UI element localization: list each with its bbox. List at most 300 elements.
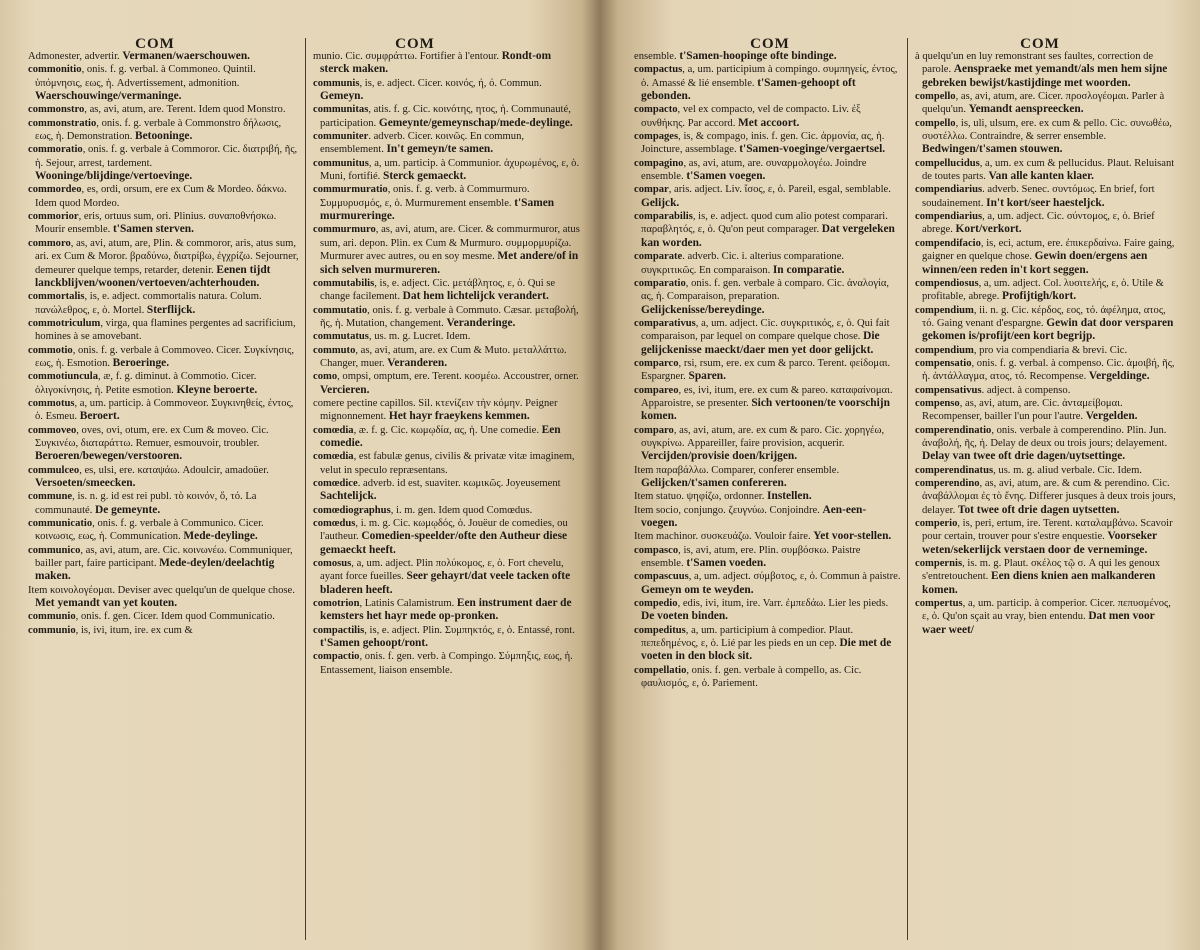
entry-definition: , ompsi, omptum, ere. Terent. κοσμέω. Accoustrer, orner. — [337, 371, 579, 383]
entry-headword: compendifacio — [915, 237, 981, 249]
entry-headword: communico — [28, 544, 81, 556]
entry-dutch-translation: Een comedie. — [320, 423, 561, 449]
entry-dutch-translation: Kleyne beroerte. — [176, 383, 258, 396]
entry-headword: commotriculum — [28, 317, 101, 329]
entry-definition: , Latinis Calamistrum. — [359, 598, 455, 610]
entry-definition: à quelqu'un en luy remonstrant ses faultes, correction de parole. — [915, 51, 1154, 76]
dictionary-entry — [313, 344, 580, 371]
entry-dutch-translation: Het hayr fraeykens kemmen. — [388, 410, 530, 423]
dictionary-entry — [634, 624, 901, 664]
entry-definition: , is, uli, ulsum, ere. ex cum & pello. Cic. συνωθέω, συστέλλω. Contraindre, & serrer ensemble. — [922, 117, 1172, 143]
dictionary-entry — [915, 210, 1178, 237]
entry-definition: , onis. verbale à comperendino. Plin. Jun. ἀναβολή, ῆς, ἡ. Delay de deux ou trois jours; delayement. — [922, 424, 1168, 449]
entry-headword: commurmuro — [313, 224, 376, 236]
entry-dutch-translation: Die gelijckenisse maeckt/daer men yet door gelijckt. — [641, 330, 880, 356]
entry-dutch-translation: In't kort/seer haesteljck. — [986, 196, 1105, 209]
entry-definition: , onis. f. gen. Cicer. Idem quod Communicatio. — [75, 611, 275, 623]
entry-dutch-translation: Een diens knien aen malkanderen komen. — [922, 570, 1156, 596]
dictionary-entry — [313, 597, 580, 624]
entry-dutch-translation: Vercijden/provisie doen/krijgen. — [641, 450, 798, 463]
entry-definition: , es, ordi, orsum, ere ex Cum & Mordeo. δάκνω. Idem quod Mordeo. — [35, 184, 287, 209]
entry-headword: comœdia — [313, 451, 354, 463]
dictionary-entry — [28, 517, 299, 544]
dictionary-entry — [313, 50, 580, 77]
dictionary-entry — [634, 530, 901, 543]
entry-headword: compacto — [634, 104, 678, 116]
dictionary-entry — [915, 397, 1178, 424]
entry-definition: ensemble. — [634, 51, 677, 62]
entry-definition: , i. m. gen. Idem quod Comœdus. — [390, 504, 533, 516]
entry-dutch-translation: Gemeyn. — [320, 90, 364, 103]
entry-headword: commoratio — [28, 144, 83, 156]
entry-headword: comosus — [313, 558, 352, 570]
entry-headword: comotrion — [313, 598, 360, 610]
entry-definition: , a, um. particip. à Commoveor. Συγκινηθείς, έντος, ὁ. Esmeu. — [35, 397, 294, 423]
dictionary-entry — [634, 664, 901, 691]
entry-headword: communitas — [313, 104, 369, 116]
dictionary-entry — [28, 290, 299, 317]
entry-definition: . adverb. Cicer. κοινῶς. En commun, ensemblement. — [320, 131, 525, 156]
entry-definition: , onis. f. g. verbale à Commonstro δήλωσις, εως, ἡ. Demonstration. — [35, 117, 282, 143]
entry-headword: commoro — [28, 237, 71, 249]
dictionary-entry — [634, 597, 901, 624]
dictionary-entry — [28, 397, 299, 424]
entry-definition: , vel ex compacto, vel de compacto. Liv. ἐξ συνθήκης. Par accord. — [641, 104, 861, 129]
entry-definition: , is, e. adject. Plin. Συμπηκτός, ε, ὁ. Entassé, ront. — [364, 624, 575, 636]
dictionary-entry — [313, 77, 580, 104]
dictionary-entry — [313, 304, 580, 331]
dictionary-entry — [634, 357, 901, 384]
dictionary-entry — [28, 610, 299, 623]
entry-dutch-translation: Beroert. — [79, 410, 120, 423]
dictionary-entry — [634, 250, 901, 277]
dictionary-entry — [313, 157, 580, 184]
entry-definition: , us. m. g. aliud verbale. Cic. Idem. — [993, 464, 1142, 476]
dictionary-entry — [634, 103, 901, 130]
dictionary-entry — [634, 157, 901, 184]
dictionary-entry — [915, 157, 1178, 184]
entry-dutch-translation: Een instrument daer de kemsters het hayr mede op-pronken. — [320, 597, 572, 623]
dictionary-entry — [313, 557, 580, 597]
entry-headword: commorior — [28, 211, 79, 223]
entry-definition: , a, um. ex cum & pellucidus. Plaut. Reluisant de toutes parts. — [922, 157, 1175, 183]
entry-definition: , a, um. particip. à comperior. Cicer. πεπυσμένος, ε, ὁ. Qu'on sçait au vray, bien entendu. — [922, 598, 1171, 623]
dictionary-entry — [313, 183, 580, 223]
entry-headword: commonstratio — [28, 117, 97, 129]
left-page-column-2 — [305, 38, 586, 940]
entry-dutch-translation: Met yemandt van yet kouten. — [35, 597, 178, 610]
dictionary-entry — [313, 130, 580, 157]
dictionary-entry — [634, 570, 901, 597]
entry-definition: , a, um. adject. Plin πολύκομος, ε, ὁ. Fort chevelu, ayant force fueilles. — [320, 558, 564, 583]
dictionary-entry — [313, 397, 580, 424]
dictionary-entry — [915, 424, 1178, 464]
dictionary-entry — [915, 304, 1178, 344]
dictionary-entry — [28, 317, 299, 344]
entry-headword: compactus — [634, 64, 683, 76]
dictionary-entry — [634, 504, 901, 531]
entry-dutch-translation: Rondt-om sterck maken. — [320, 50, 552, 76]
entry-headword: compenso — [915, 397, 960, 409]
entry-headword: commoveo — [28, 424, 77, 436]
dictionary-entry — [634, 384, 901, 424]
entry-headword: compello — [915, 117, 956, 129]
dictionary-entry — [313, 223, 580, 276]
entry-headword: communicatio — [28, 518, 93, 530]
entry-dutch-translation: Met accoort. — [738, 116, 800, 129]
entry-headword: compendiarius — [915, 184, 983, 196]
entry-headword: communiter — [313, 131, 369, 143]
entry-dutch-translation: Die met de voeten in den block sit. — [641, 637, 892, 663]
entry-dutch-translation: t'Samen-gehoopt oft gebonden. — [641, 76, 856, 103]
entry-headword: comperendinatio — [915, 424, 992, 436]
entry-dutch-translation: Voorseker weten/sekerlijck verstaen door de verneminge. — [922, 530, 1157, 556]
entry-headword: commotio — [28, 344, 73, 356]
left-page-columns — [24, 38, 586, 940]
entry-headword: commortalis — [28, 291, 85, 303]
entry-headword: commordeo — [28, 184, 82, 196]
dictionary-entry — [634, 183, 901, 210]
entry-headword: comparo — [634, 424, 674, 436]
entry-dutch-translation: Sich vertoonen/te voorschijn komen. — [641, 396, 890, 423]
entry-headword: compactilis — [313, 624, 365, 636]
entry-definition: , as, avi, atum, are. Cicer. & commurmuror, atus sum, ari. depon. Plin. ex Cum & Murmuro. συμμορμυρίζω. Murmurer avec autres, ou en soy mesme. — [320, 224, 580, 263]
dictionary-entry — [313, 450, 580, 477]
entry-definition: , is, e. adject. quod cum alio potest comparari. παραβλητός, ε, ὁ. Qu'on peut comparager. — [641, 211, 888, 236]
entry-dutch-translation: Gewin dat door versparen gekomen is/profijt/een kort begrijp. — [922, 316, 1174, 343]
entry-definition: , onis. f. g. verbale à Commuto. Cæsar. μεταβολή, ῆς, ἡ. Mutation, changement. — [320, 304, 579, 329]
entry-dutch-translation: Waerschouwinge/vermaninge. — [35, 90, 182, 103]
entry-dutch-translation: Delay van twee oft drie dagen/uytsettinge. — [922, 450, 1126, 463]
entry-definition: , us. m. g. Lucret. Idem. — [368, 331, 471, 343]
right-page-column-2 — [907, 38, 1184, 940]
entry-definition: , rsi, rsum, ere. ex cum & parco. Terent. φείδομαι. Espargner. — [641, 357, 891, 383]
entry-definition: , as, avi, atum, are. Cicer. προσλογέομαι. Parler à quelqu'un. — [922, 91, 1165, 116]
entry-dutch-translation: Eenen tijdt lanckblijven/woonen/vertoeven/achterhouden. — [35, 263, 271, 289]
dictionary-entry — [915, 117, 1178, 157]
entry-dutch-translation: Versoeten/smeecken. — [35, 477, 136, 489]
entry-definition: , as, avi, atum, are. Terent. Idem quod Monstro. — [84, 104, 286, 116]
entry-headword: commonstro — [28, 104, 85, 116]
entry-definition: , es, ivi, itum, ere. ex cum & pareo. καταφαίνομαι. Apparoistre, se presenter. — [641, 384, 893, 409]
entry-definition: , a, um. particip. à Communior. ἀχυρωμένος, ε, ὁ. Muni, fortifié. — [320, 157, 580, 183]
entry-dutch-translation: Dat men voor waer weet/ — [922, 610, 1155, 636]
entry-dutch-translation: Sterck gemaeckt. — [382, 170, 467, 183]
entry-definition: , est fabulæ genus, civilis & privatæ vitæ imaginem, velut in speculo repræsentans. — [320, 451, 575, 476]
entry-dutch-translation: Bedwingen/t'samen stouwen. — [922, 143, 1063, 156]
dictionary-entry — [634, 544, 901, 571]
entry-dutch-translation: In comparatie. — [772, 263, 845, 276]
entry-definition: , onis. f. g. verb. à Commurmuro. Συμμυρυσμός, ε, ὁ. Murmurement ensemble. — [320, 184, 530, 209]
dictionary-entry — [313, 504, 580, 517]
entry-definition: . adverb. Cic. i. alterius comparatione. συγκριτικῶς. En comparaison. — [641, 251, 845, 276]
entry-headword: comœdus — [313, 518, 356, 530]
entry-definition: , onis. f. g. verbal. à Commoneo. Quintil. ὑπόμνησις, εως, ἡ. Advertissement, admonition. — [35, 64, 256, 89]
entry-headword: commurmuratio — [313, 184, 388, 196]
entry-definition: , onis. f. gen. verbale à comparo. Cic. ἀναλογία, ας, ἡ. Comparaison, preparation. — [641, 277, 890, 303]
entry-headword: commuto — [313, 344, 356, 356]
entry-definition: Item παραβάλλω. Comparer, conferer ensemble. — [634, 464, 840, 476]
entry-dutch-translation: Beroeren/bewegen/verstooren. — [35, 450, 183, 463]
entry-headword: commotus — [28, 397, 75, 409]
entry-definition: , edis, ivi, itum, ire. Varr. ἐμπεδάω. Lier les pieds. — [677, 598, 889, 610]
dictionary-entry — [915, 183, 1178, 210]
entry-dutch-translation: Veranderinge. — [446, 316, 516, 329]
entry-dutch-translation: Sterflijck. — [146, 303, 196, 316]
entry-headword: commonitio — [28, 64, 82, 76]
entry-dutch-translation: t'Samen murmureringe. — [320, 196, 555, 223]
entry-dutch-translation: Vergeldinge. — [1088, 370, 1150, 383]
dictionary-entry — [915, 90, 1178, 117]
entry-dutch-translation: t'Samen-voeginge/vergaertsel. — [739, 143, 886, 156]
entry-headword: compareo — [634, 384, 679, 396]
dictionary-entry — [28, 584, 299, 611]
dictionary-entry — [634, 130, 901, 157]
entry-definition: , onis. f. g. verbal. à compenso. Cic. ἀμοιβή, ῆς, ἡ. ἀντάλλαγμα, ατος, τό. Recompense. — [922, 357, 1175, 383]
entry-definition: , onis. f. g. verbale à Communico. Cicer. κοινωσις, εως, ἡ. Communication. — [35, 518, 264, 543]
entry-definition: Item κοινολογέομαι. Deviser avec quelqu'un de quelque chose. — [28, 584, 295, 596]
entry-dutch-translation: t'Samen voeden. — [686, 557, 767, 570]
entry-definition: , as, avi, atum, are. Cic. ἀνταμείβομαι. Recompenser, bailler l'un pour l'autre. — [922, 397, 1123, 423]
dictionary-entry — [634, 277, 901, 317]
entry-definition: , as, avi, atum, are. συναρμολογέω. Joindre ensemble. — [641, 157, 867, 183]
entry-dutch-translation: Vergelden. — [1085, 410, 1138, 423]
dictionary-entry — [28, 464, 299, 491]
entry-definition: , is, e. adject. Cic. μετάβλητος, ε, ὁ. Qui se change facilement. — [320, 277, 556, 303]
dictionary-entry — [28, 210, 299, 237]
entry-dutch-translation: Profijtigh/kort. — [1002, 290, 1077, 303]
dictionary-entry — [634, 210, 901, 250]
entry-headword: communis — [313, 77, 360, 89]
entry-definition: , is, ivi, itum, ire. ex cum & — [75, 624, 193, 636]
entry-dutch-translation: Gewin doen/ergens aen winnen/een reden in't kort seggen. — [922, 250, 1148, 276]
entry-definition: , onis. f. gen. verbale à compello, as. Cic. φαυλισμός, ε, ὁ. Pariement. — [641, 664, 862, 690]
entry-dutch-translation: Vermanen/waerschouwen. — [122, 50, 251, 62]
entry-definition: , is, & compago, inis. f. gen. Cic. ἁρμονία, ας, ἡ. Joincture, assemblage. — [641, 131, 885, 156]
entry-definition: . adverb. Senec. συντόμως. En brief, fort soudainement. — [922, 184, 1155, 209]
entry-definition: , as, avi, atum, are. Cic. κοινωνέω. Communiquer, bailler part, faire participant. — [35, 544, 293, 570]
entry-headword: compellucidus — [915, 157, 980, 169]
entry-dutch-translation: t'Samen sterven. — [112, 223, 194, 236]
entry-headword: comparate — [634, 251, 683, 263]
running-head-left-col1: COM — [135, 36, 175, 52]
entry-dutch-translation: Vercieren. — [320, 383, 370, 396]
entry-headword: compasco — [634, 544, 679, 556]
entry-dutch-translation: Seer gehayrt/dat veele tacken ofte bladeren heeft. — [320, 570, 571, 596]
dictionary-entry — [915, 50, 1178, 90]
dictionary-entry — [313, 103, 580, 130]
entry-headword: comparatio — [634, 277, 686, 289]
entry-headword: compar — [634, 184, 669, 196]
entry-headword: comperio — [915, 518, 958, 530]
entry-headword: compedio — [634, 598, 678, 610]
dictionary-entry — [28, 183, 299, 210]
entry-dutch-translation: Comedien-speelder/ofte den Autheur diese gemaeckt heeft. — [320, 530, 568, 556]
entry-definition: Item statuo. ψηφίζω, ordonner. — [634, 491, 765, 503]
entry-dutch-translation: Betooninge. — [135, 130, 193, 143]
entry-dutch-translation: De gemeynte. — [95, 503, 161, 516]
entry-definition: , a, um. participium à compedior. Plaut. πεπεδημένος, ε, ὁ. Lié par les pieds en un cep. — [641, 624, 854, 650]
entry-definition: , onis. f. gen. verb. à Compingo. Σύμπηξις, εως, ἡ. Entassement, liaison ensemble. — [320, 651, 573, 676]
dictionary-entry — [915, 357, 1178, 384]
entry-definition: , a, um. adject. Cic. σύντομος, ε, ὁ. Brief abrege. — [922, 211, 1155, 236]
entry-definition: , i. m. g. Cic. κωμῳδός, ὁ. Jouëur de comedies, ou l'autheur. — [320, 518, 568, 543]
dictionary-entry — [313, 477, 580, 504]
entry-definition: , is. m. g. Plaut. σκέλος τῷ σ. A qui les genoux s'entretouchent. — [922, 558, 1161, 583]
entry-definition: , onis. f. g. verbale à Commoror. Cic. διατριβή, ῆς, ἡ. Sejour, arrest, tardement. — [35, 144, 298, 169]
entry-headword: communio — [28, 611, 76, 623]
entry-dutch-translation: Gelijcken/t'samen confereren. — [641, 477, 787, 489]
right-page-column-1 — [630, 38, 907, 940]
entry-headword: compensativus — [915, 384, 982, 396]
entry-definition: Item socio, conjungo. ζευγνύω. Conjoindre. — [634, 504, 820, 516]
dictionary-entry — [28, 544, 299, 584]
dictionary-entry — [313, 517, 580, 557]
dictionary-entry — [28, 370, 299, 397]
entry-definition: , æ. f. g. Cic. κωμῳδία, ας, ἡ. Une comedie. — [353, 424, 539, 436]
entry-definition: , oves, ovi, otum, ere. ex Cum & moveo. Cic. Συγκινέω, διαταράττω. Remuer, esmouvoir, troubler. — [35, 424, 269, 449]
entry-definition: , es, ulsi, ere. καταψάω. Adoulcir, amadoüer. — [79, 464, 269, 476]
entry-headword: compendium — [915, 344, 974, 356]
entry-definition: , ii. n. g. Cic. κέρδος, εος, τό. ἀφέλημα, ατος, τό. Gaing venant d'espargne. — [922, 304, 1166, 329]
entry-dutch-translation: Aenspraeke met yemandt/als men hem sijne gebreken bewijst/kastijdinge met woorden. — [922, 63, 1168, 89]
entry-headword: como — [313, 371, 338, 383]
entry-dutch-translation: Dat hem lichtelijck verandert. — [402, 290, 549, 303]
entry-headword: comparco — [634, 357, 679, 369]
entry-definition: , is, eci, actum, ere. ἐπικερδαίνω. Faire gaing, gaigner en quelque chose. — [922, 237, 1175, 263]
entry-headword: communio — [28, 624, 76, 636]
entry-dutch-translation: Kort/verkort. — [955, 223, 1022, 236]
entry-dutch-translation: De voeten binden. — [641, 610, 729, 623]
entry-definition: , a, um. participium à compingo. συμπηγείς, έντος, ὁ. Amassé & lié ensemble. — [641, 64, 898, 89]
entry-definition: , onis. f. g. verbale à Commoveo. Cicer. Συγκίνησις, εως, ἡ. Esmotion. — [35, 344, 294, 369]
dictionary-entry — [634, 424, 901, 464]
entry-definition: , is, peri, ertum, ire. Terent. καταλαμβάνω. Scavoir pour certain, trouver pour s'estre enquestie. — [922, 518, 1173, 543]
entry-headword: comperendinatus — [915, 464, 994, 476]
dictionary-entry — [313, 624, 580, 651]
running-head-right-col2: COM — [1020, 36, 1060, 52]
entry-dutch-translation: Met andere/of in sich selven murmureren. — [320, 250, 579, 276]
dictionary-entry — [915, 237, 1178, 277]
dictionary-entry — [28, 103, 299, 116]
entry-headword: compascuus — [634, 571, 689, 583]
entry-headword: comperendino — [915, 478, 980, 489]
entry-definition: comere pectine capillos. Sil. κτενίζειν τὴν κόμην. Peigner mignonnement. — [313, 397, 558, 423]
entry-headword: comparabilis — [634, 211, 693, 223]
entry-dutch-translation: Gelijck. — [641, 196, 680, 209]
entry-dutch-translation: t'Samen voegen. — [686, 170, 766, 183]
entry-headword: compernis — [915, 558, 963, 570]
entry-definition: , atis. f. g. Cic. κοινότης, ητος, ἡ. Communauté, participation. — [320, 104, 571, 129]
entry-dutch-translation: Sparen. — [688, 370, 726, 383]
dictionary-entry — [915, 477, 1178, 517]
entry-definition: , pro via compendiaria & brevi. Cic. — [973, 344, 1128, 356]
dictionary-entry — [915, 344, 1178, 357]
entry-dutch-translation: Yemandt aenspreecken. — [968, 103, 1084, 116]
entry-headword: comparativus — [634, 317, 696, 329]
dictionary-entry — [28, 624, 299, 637]
entry-definition: , is, e. adject. Cicer. κοινός, ή, ό. Commun. — [359, 77, 542, 89]
entry-dutch-translation: Wooninge/blijdinge/vertoevinge. — [35, 170, 193, 183]
entry-headword: compeditus — [634, 624, 686, 636]
entry-dutch-translation: t'Samen-hoopinge ofte bindinge. — [679, 50, 837, 62]
entry-dutch-translation: Veranderen. — [387, 356, 448, 369]
entry-definition: , aris. adject. Liv. ἴσος, ε, ὁ. Pareil, esgal, semblable. — [668, 184, 891, 196]
dictionary-entry — [915, 517, 1178, 557]
dictionary-entry — [915, 557, 1178, 597]
left-page-column-1 — [24, 38, 305, 940]
entry-definition: Item machinor. συσκευάζω. Vouloir faire. — [634, 531, 811, 543]
entry-dutch-translation: Tot twee oft drie dagen uytsetten. — [957, 503, 1120, 516]
entry-headword: compello — [915, 91, 956, 103]
dictionary-entry — [915, 384, 1178, 397]
entry-headword: compendiosus — [915, 277, 979, 289]
dictionary-entry — [313, 650, 580, 677]
entry-definition: , a, um. adject. Col. λυσιτελής, ε, ὁ. Utile & profitable, abrege. — [922, 277, 1164, 303]
entry-headword: compensatio — [915, 357, 972, 369]
entry-headword: commotiuncula — [28, 371, 99, 383]
dictionary-entry — [313, 424, 580, 451]
dictionary-entry — [915, 464, 1178, 477]
entry-definition: , as, avi, atum, are. ex Cum & Muto. μεταλλάττω. Changer, muer. — [320, 344, 567, 369]
entry-headword: comœdiographus — [313, 504, 391, 516]
dictionary-entry — [313, 370, 580, 397]
entry-dutch-translation: Gelijckenisse/bereydinge. — [641, 303, 765, 316]
dictionary-entry — [634, 63, 901, 103]
entry-definition: , is, e. adject. commortalis natura. Colum. πανώλεθρος, ε, ὁ. Mortel. — [35, 291, 262, 316]
dictionary-entry — [28, 143, 299, 183]
entry-headword: compendium — [915, 304, 974, 316]
dictionary-entry — [28, 490, 299, 517]
entry-definition: , is, avi, atum, ere. Plin. συμβόσκω. Paistre ensemble. — [641, 544, 861, 570]
entry-headword: comœdice — [313, 478, 358, 489]
entry-definition: , æ, f. g. diminut. à Commotio. Cicer. ὀλιγοκίνησις, ἡ. Petite esmotion. — [35, 371, 257, 396]
entry-dutch-translation: Gemeynte/gemeynschap/mede-deylinge. — [378, 116, 573, 129]
dictionary-entry — [634, 490, 901, 503]
entry-headword: commune — [28, 491, 73, 503]
entry-dutch-translation: Yet voor-stellen. — [813, 530, 892, 543]
entry-headword: commutatio — [313, 304, 368, 316]
dictionary-entry — [313, 330, 580, 343]
dictionary-entry — [915, 277, 1178, 304]
entry-definition: , eris, ortuus sum, ori. Plinius. συναποθνήσκω. Mourir ensemble. — [35, 211, 277, 236]
entry-dutch-translation: Mede-deylinge. — [183, 530, 258, 543]
entry-headword: commulceo — [28, 464, 80, 476]
entry-headword: communitus — [313, 157, 369, 169]
entry-headword: compertus — [915, 598, 963, 610]
entry-dutch-translation: Aen-een-voegen. — [641, 503, 867, 530]
right-page — [600, 0, 1200, 950]
entry-definition: , as, avi, atum, are. & cum & perendino. Cic. ἀναβάλλομαι ἐς τὸ ἔνης. Differer jusques à deux trois jours, delayer. — [922, 478, 1176, 516]
running-head-left-col2: COM — [395, 36, 435, 52]
entry-headword: compellatio — [634, 664, 687, 676]
entry-headword: compages — [634, 131, 679, 143]
entry-headword: commutatus — [313, 331, 369, 343]
right-page-columns — [630, 38, 1184, 940]
entry-dutch-translation: Gemeyn om te weyden. — [641, 583, 754, 596]
entry-dutch-translation: t'Samen gehoopt/ront. — [320, 637, 429, 650]
entry-dutch-translation: Mede-deylen/deelachtig maken. — [35, 557, 275, 583]
entry-dutch-translation: Van alle kanten klaer. — [988, 170, 1094, 183]
entry-headword: compendiarius — [915, 211, 983, 223]
entry-definition: , a, um. adject. Cic. συγκριτικός, ε, ὁ. Qui fait comparaison, par lequel on compare quelque chose. — [641, 317, 890, 343]
entry-dutch-translation: In't gemeyn/te samen. — [386, 143, 494, 156]
entry-definition: , virga, qua flamines pergentes ad sacrificium, homines à se amovebant. — [35, 317, 296, 343]
dictionary-entry — [634, 317, 901, 357]
entry-headword: commutabilis — [313, 277, 375, 289]
entry-dutch-translation: Dat vergeleken kan worden. — [641, 223, 895, 249]
running-head-right-col1: COM — [750, 36, 790, 52]
